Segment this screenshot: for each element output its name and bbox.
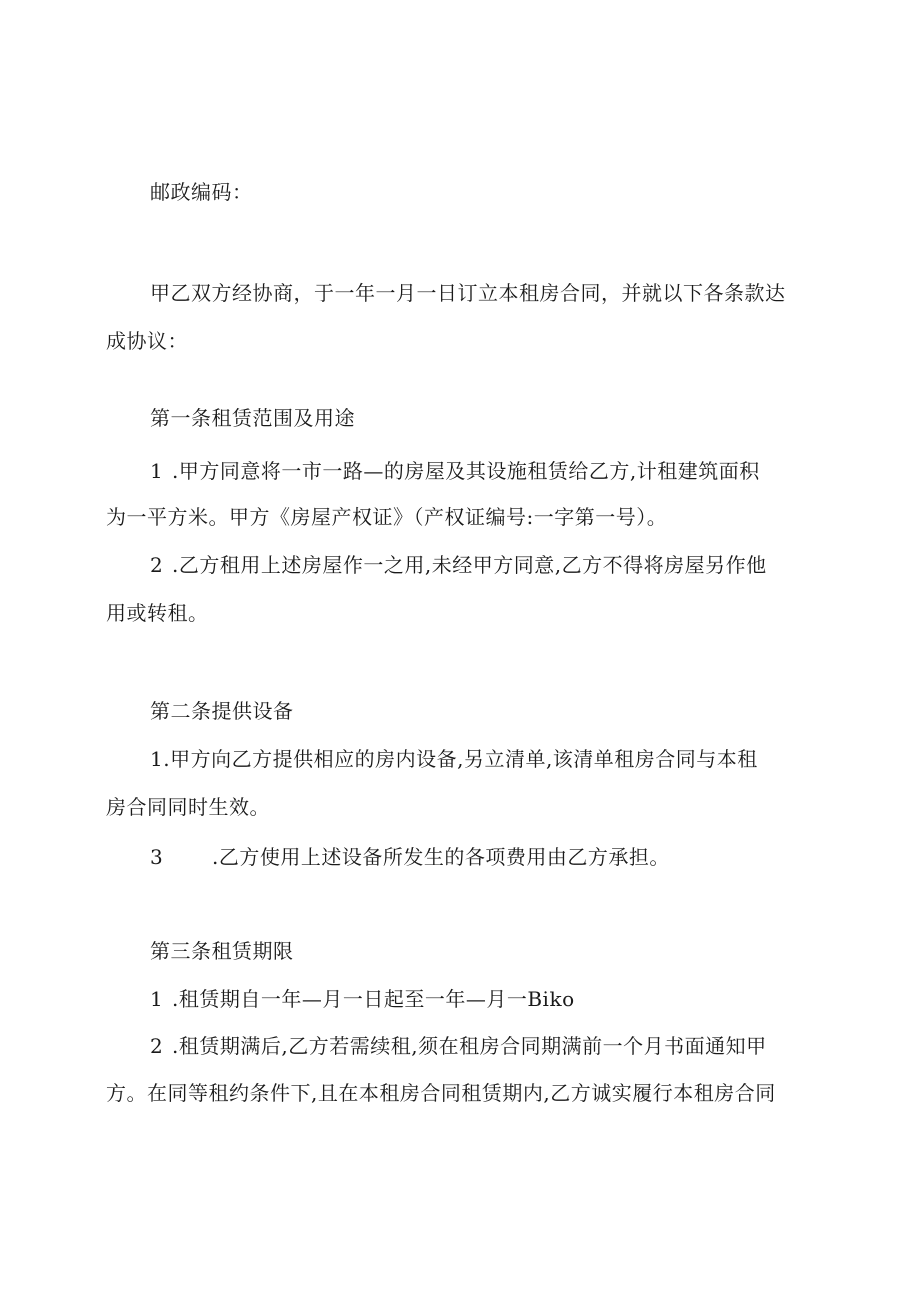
article-1-item-1-line-1	[150, 457, 760, 485]
postcode-label: 邮政编码：	[150, 180, 253, 204]
article-1-item-2-line-1	[150, 551, 767, 579]
article-3-title: 第三条租赁期限	[150, 939, 294, 963]
article-3-item-1-number: 1	[150, 987, 164, 1011]
article-1-item-2-text: .乙方租用上述房屋作一之用,未经甲方同意,乙方不得将房屋另作他	[172, 553, 767, 577]
article-1-title: 第一条租赁范围及用途	[150, 406, 355, 430]
article-3-item-2-line-1	[150, 1032, 767, 1060]
article-1-item-1-number: 1	[150, 459, 164, 483]
article-1-item-2-number: 2	[150, 553, 164, 577]
article-2-item-1-line-2: 房合同同时生效。	[106, 795, 270, 819]
article-1-item-1-line-2: 为一平方米。甲方《房屋产权证》（产权证编号:一字第一号）。	[106, 505, 668, 529]
article-3-item-2-text: .租赁期满后,乙方若需续租,须在租房合同期满前一个月书面通知甲	[172, 1034, 767, 1058]
intro-line-1: 甲乙双方经协商，于一年一月一日订立本租房合同，并就以下各条款达	[150, 281, 786, 305]
article-2-item-3-text: .乙方使用上述设备所发生的各项费用由乙方承担。	[212, 845, 670, 869]
article-2-item-3	[150, 843, 670, 871]
article-2-item-1-line-1: 1.甲方向乙方提供相应的房内设备,另立清单,该清单租房合同与本租	[150, 747, 758, 771]
article-3-item-1	[150, 985, 575, 1013]
article-1-item-1-text: .甲方同意将一市一路—的房屋及其设施租赁给乙方,计租建筑面积	[172, 459, 760, 483]
article-2-title: 第二条提供设备	[150, 699, 294, 723]
article-2-item-3-number: 3	[150, 845, 164, 869]
article-1-item-2-line-2: 用或转租。	[106, 601, 209, 625]
article-3-item-2-number: 2	[150, 1034, 164, 1058]
intro-line-2: 成协议：	[106, 329, 188, 353]
article-3-item-1-text: .租赁期自一年—月一日起至一年—月一Biko	[172, 987, 575, 1011]
article-3-item-2-line-2: 方。在同等租约条件下,且在本租房合同租赁期内,乙方诚实履行本租房合同	[106, 1081, 776, 1105]
